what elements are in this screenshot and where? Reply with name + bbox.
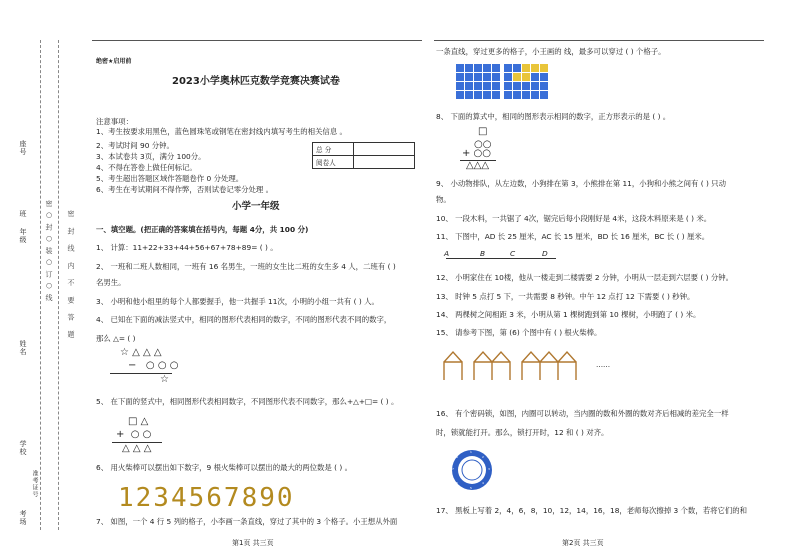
star-icon-result: ☆ — [160, 374, 169, 385]
question-9-cont: 物。 — [436, 195, 451, 204]
grader-label: 阅卷人 — [313, 156, 354, 169]
note-5: 5、考生超出答题区域作答题卷作 0 分处理。 — [96, 174, 244, 183]
question-2-cont: 名男生。 — [96, 278, 126, 287]
point-d: D — [542, 249, 548, 258]
note-4: 4、不得在答卷上做任何标记。 — [96, 163, 197, 172]
question-12: 12、 小明家住在 10楼，他从一楼走到二楼需要 2 分钟，小明从一层走到六层要 ( ) 分钟。 — [436, 273, 734, 282]
question-9: 9、 小动物排队，从左边数，小狗排在第 3，小熊排在第 11，小狗和小熊之间有 ( ) 只动 — [436, 179, 726, 188]
svg-text:6: 6 — [456, 481, 458, 485]
question-7: 7、 如图，一个 4 行 5 列的格子，小李画一条直线，穿过了其中的 3 个格子。小王想从外面 — [96, 517, 398, 526]
question-10: 10、 一段木料，一共锯了 4次，锯完后每小段刚好是 4米，这段木料原来是 ( ) 米。 — [436, 214, 712, 223]
grade-label: 年级 — [19, 228, 27, 244]
page-title: 2023小学奥林匹克数学竞赛决赛试卷 — [172, 76, 340, 87]
grader-cell[interactable] — [354, 156, 415, 169]
question-3: 3、 小明和他小组里的每个人都要握手，他一共握手 11次，小明的小组一共有 ( ) 人。 — [96, 297, 379, 306]
plus-circle-icon: + ○ ○ — [116, 429, 152, 440]
plus-circle-q8: + ○○ — [462, 148, 492, 159]
seal-line-dashed-inner — [58, 40, 59, 530]
point-b: B — [480, 249, 486, 258]
name-label: 姓名 — [19, 340, 27, 356]
question-4: 4、 已知在下面的减法竖式中，相同的图形代表相同的数字，不同的图形代表不同的数字， — [96, 315, 392, 324]
point-a: A — [444, 249, 450, 258]
question-4-cont: 那么 △= ( ) — [96, 334, 136, 343]
class-label: 班 — [19, 210, 27, 218]
exam-room-label: 考场 — [19, 510, 27, 526]
grid-4x5 — [456, 64, 500, 99]
secret-tag: 绝密★启用前 — [96, 58, 132, 65]
triangle-row-icon: △ △ △ — [122, 443, 152, 454]
note-3: 3、本试卷共 3页，满分 100分。 — [96, 152, 206, 161]
header-rule-left — [92, 40, 422, 41]
square-icon: □ △ — [128, 416, 149, 427]
seal-line-dashed — [40, 40, 41, 530]
question-16-cont: 时，锁就能打开。那么，锁打开时，12 和 ( ) 对齐。 — [436, 428, 609, 437]
question-7-cont: 一条直线，穿过更多的格子，小王画的 线，最多可以穿过 ( ) 个格子。 — [436, 47, 666, 56]
segment-line — [446, 258, 556, 259]
question-16: 16、 有个密码锁，如图，内圈可以转动，当内圈的数和外圈的数对齐后相减的差完全一样 — [436, 409, 729, 418]
svg-text:1: 1 — [470, 450, 472, 454]
section-title: 一、填空题。(把正确的答案填在括号内，每题 4分，共 100 分) — [96, 225, 309, 234]
svg-text:7: 7 — [452, 467, 454, 471]
question-15: 15、 请参考下图，第 (6) 个图中有 ( ) 根火柴棒。 — [436, 328, 602, 337]
star-icon: ☆ △ △ △ — [120, 347, 162, 358]
question-11: 11、 下图中，AD 长 25 厘米，AC 长 15 厘米，BD 长 16 厘米，BC 长 ( ) 厘米。 — [436, 232, 710, 241]
score-label: 总 分 — [313, 143, 354, 156]
question-2: 2、 一班和二班人数相同，一班有 16 名男生，一班的女生比二班的女生多 4 人，二班有 ( ) — [96, 262, 396, 271]
question-8: 8、 下面的算式中，相同的图形表示相同的数字，正方形表示的是 ( ) 。 — [436, 112, 671, 121]
grid-4x5-highlight — [504, 64, 548, 99]
school-label: 学校 — [19, 440, 27, 456]
notes-title: 注意事项： — [96, 117, 133, 126]
continuation-dots: ...... — [596, 360, 611, 369]
header-rule-right — [434, 40, 764, 41]
note-6: 6、考生在考试期间不得作弊，否则试卷记零分处理 。 — [96, 185, 274, 194]
matchstick-houses — [440, 340, 600, 386]
matchstick-digits: 1234567890 — [118, 483, 295, 513]
note-2: 2、考试时间 90 分钟。 — [96, 141, 174, 150]
question-14: 14、 两棵树之间相距 3 米，小明从第 1 棵树跑到第 10 棵树，小明跑了 ( ) 米。 — [436, 310, 701, 319]
combination-lock-figure — [448, 446, 502, 496]
question-17: 17、 黑板上写着 2，4，6，8，10，12，14，16，18，老师每次擦掉 3 个数，若将它们的和 — [436, 506, 748, 515]
note-1: 1、考生按要求用黑色，蓝色圆珠笔或钢笔在密封线内填写考生的相关信息 。 — [96, 127, 347, 136]
warning-text: 密 封 线 内 不 要 答 题 — [67, 210, 75, 342]
square-icon-q8: □ — [478, 126, 488, 137]
page-footer-right: 第2页 共三页 — [562, 539, 604, 547]
seal-text: 密 ○ 封 ○ 装 ○ 订 ○ 线 — [45, 200, 53, 302]
question-5: 5、 在下面的竖式中，相同图形代表相同数字，不同图形代表不同数字，那么+△+□= ( ) 。 — [96, 397, 399, 406]
point-c: C — [510, 249, 516, 258]
circle-pair-icon: ○○ — [474, 139, 492, 150]
question-6: 6、 用火柴棒可以摆出如下数字，9 根火柴棒可以摆出的最大的两位数是 ( ) 。 — [96, 463, 353, 472]
svg-text:5: 5 — [470, 486, 472, 490]
score-cell[interactable] — [354, 143, 415, 156]
binding-strip — [0, 0, 92, 560]
minus-icon: − ○ ○ ○ — [128, 360, 179, 371]
question-1: 1、 计算：11+22+33+44+56+67+78+89= ( ) 。 — [96, 243, 278, 252]
grade-heading: 小学一年级 — [232, 201, 280, 212]
number-label: 准考证号 — [31, 470, 38, 498]
question-13: 13、 时钟 5 点打 5 下，一共需要 8 秒钟。中午 12 点打 12 下需要 ( ) 秒钟。 — [436, 292, 695, 301]
score-table — [312, 142, 415, 169]
triangle-row-q8: △△△ — [466, 160, 490, 171]
svg-text:3: 3 — [488, 467, 490, 471]
svg-text:8: 8 — [456, 455, 458, 459]
page-footer-left: 第1页 共三页 — [232, 539, 274, 547]
svg-text:4: 4 — [482, 481, 484, 485]
seat-label: 座号 — [19, 140, 27, 156]
svg-text:2: 2 — [482, 455, 484, 459]
